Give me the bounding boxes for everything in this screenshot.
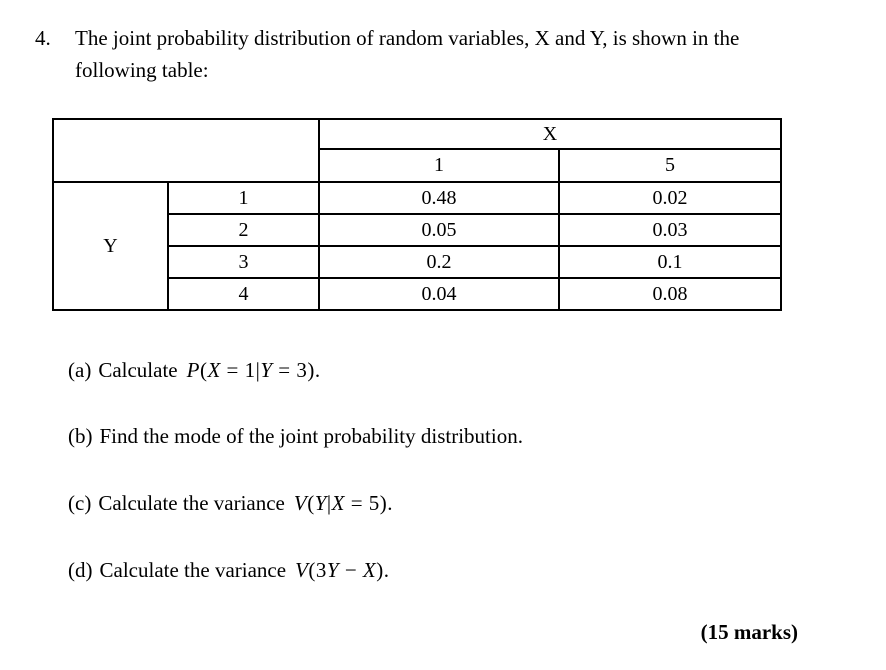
part-a-label: (a) [68, 358, 92, 382]
prob-cell: 0.02 [559, 182, 781, 214]
prob-cell: 0.05 [319, 214, 559, 246]
question-text-line2: following table: [75, 58, 209, 82]
part-c-label: (c) [68, 491, 92, 515]
part-d-label: (d) [68, 558, 93, 582]
question-text-line1: The joint probability distribution of random variables, X and Y, is shown in the [75, 26, 740, 50]
part-c [68, 491, 393, 516]
part-b-label: (b) [68, 424, 93, 448]
x-value-5-cell: 5 [559, 149, 781, 182]
y-value-cell: 2 [168, 214, 319, 246]
question-text [75, 22, 739, 86]
x-value-1-cell: 1 [319, 149, 559, 182]
part-c-math: V(Y|X = 5). [293, 491, 394, 515]
y-value-cell: 4 [168, 278, 319, 310]
y-value-cell: 1 [168, 182, 319, 214]
part-d [68, 558, 390, 583]
question-intro [35, 22, 739, 86]
y-axis-header-cell: Y [53, 182, 168, 310]
part-d-math: V(3Y − X). [295, 558, 390, 582]
marks-label: (15 marks) [700, 620, 798, 644]
part-b [68, 424, 532, 449]
x-axis-header-cell: X [319, 119, 781, 149]
table-corner-empty-cell [53, 119, 319, 182]
part-c-text: Calculate the variance [98, 491, 285, 515]
prob-cell: 0.48 [319, 182, 559, 214]
joint-probability-table [52, 118, 782, 311]
part-a [68, 358, 321, 383]
part-a-math: P(X = 1|Y = 3). [186, 358, 321, 382]
y-value-cell: 3 [168, 246, 319, 278]
prob-cell: 0.2 [319, 246, 559, 278]
part-a-text: Calculate [98, 358, 178, 382]
prob-cell: 0.1 [559, 246, 781, 278]
prob-cell: 0.04 [319, 278, 559, 310]
part-b-text: Find the mode of the joint probability distribution. [99, 424, 523, 448]
part-d-text: Calculate the variance [99, 558, 287, 582]
question-number: 4. [35, 26, 51, 50]
prob-cell: 0.03 [559, 214, 781, 246]
prob-cell: 0.08 [559, 278, 781, 310]
